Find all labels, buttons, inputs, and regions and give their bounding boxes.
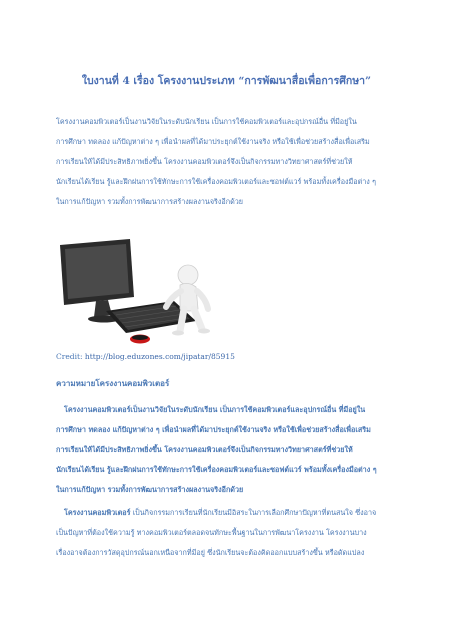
description-line-rest: เป็นกิจกรรมการเรียนที่นักเรียนมีอิสระในการเลือกศึกษาปัญหาที่ตนสนใจ ซึ่งอาจ — [130, 508, 377, 517]
intro-line: โครงงานคอมพิวเตอร์เป็นงานวิจัยในระดับนักเรียน เป็นการใช้คอมพิวเตอร์และอุปกรณ์อื่น ที่มีอยู่ใน — [56, 117, 357, 126]
mouse-icon — [130, 335, 150, 344]
description-line — [56, 503, 404, 523]
description-paragraph — [56, 503, 404, 563]
section-heading: ความหมายโครงงานคอมพิวเตอร์ — [56, 379, 170, 388]
intro-paragraph — [56, 112, 404, 212]
computer-illustration — [56, 235, 216, 345]
definition-paragraph — [56, 400, 404, 500]
intro-line: ในการแก้ปัญหา รวมทั้งการพัฒนาการสร้างผลงานจริงอีกด้วย — [56, 197, 243, 206]
image-credit — [56, 352, 235, 361]
definition-line: ในการแก้ปัญหา รวมทั้งการพัฒนาการสร้างผลงานจริงอีกด้วย — [56, 485, 244, 494]
credit-link[interactable]: http://blog.eduzones.com/jipatar/85915 — [84, 352, 235, 361]
description-lead: โครงงานคอมพิวเตอร์ — [64, 508, 131, 517]
definition-line: การศึกษา ทดลอง แก้ปัญหาต่าง ๆ เพื่อนำผลที่ได้มาประยุกต์ใช้งานจริง หรือใช้เพื่อช่วยสร้างสื่อเพื่อเสริม — [56, 425, 371, 434]
intro-line: นักเรียนได้เรียน รู้และฝึกฝนการใช้ทักษะการใช้เครื่องคอมพิวเตอร์และซอฟต์แวร์ พร้อมทั้งเครื่องมือต่าง ๆ — [56, 177, 376, 186]
definition-line: โครงงานคอมพิวเตอร์เป็นงานวิจัยในระดับนักเรียน เป็นการใช้คอมพิวเตอร์และอุปกรณ์อื่น ที่มีอยู่ใน — [64, 405, 366, 414]
description-line: เรื่องอาจต้องการวัสดุอุปกรณ์นอกเหนือจากที่มีอยู่ ซึ่งนักเรียนจะต้องคิดออกแบบสร้างขึ้น หรือดัดแปลง — [56, 548, 365, 557]
intro-line: การศึกษา ทดลอง แก้ปัญหาต่าง ๆ เพื่อนำผลที่ได้มาประยุกต์ใช้งานจริง หรือใช้เพื่อช่วยสร้างสื่อเพื่อเสริม — [56, 137, 370, 146]
description-line: เป็นปัญหาที่ต้องใช้ความรู้ ทางคอมพิวเตอร์ตลอดจนทักษะพื้นฐานในการพัฒนาโครงงาน โครงงานบาง — [56, 528, 367, 537]
document-title: ใบงานที่ 4 เรื่อง โครงงานประเภท “การพัฒนาสื่อเพื่อการศึกษา” — [81, 75, 372, 87]
definition-line: นักเรียนได้เรียน รู้และฝึกฝนการใช้ทักษะการใช้เครื่องคอมพิวเตอร์และซอฟต์แวร์ พร้อมทั้งเครื่องมือต่าง ๆ — [56, 465, 377, 474]
definition-line: การเรียนให้ได้มีประสิทธิภาพยิ่งขึ้น โครงงานคอมพิวเตอร์จึงเป็นกิจกรรมทางวิทยาศาสตร์ที่ช่วยให้ — [56, 445, 353, 454]
intro-line: การเรียนให้ได้มีประสิทธิภาพยิ่งขึ้น โครงงานคอมพิวเตอร์จึงเป็นกิจกรรมทางวิทยาศาสตร์ที่ช่วยให้ — [56, 157, 353, 166]
credit-label: Credit: — [56, 352, 85, 361]
